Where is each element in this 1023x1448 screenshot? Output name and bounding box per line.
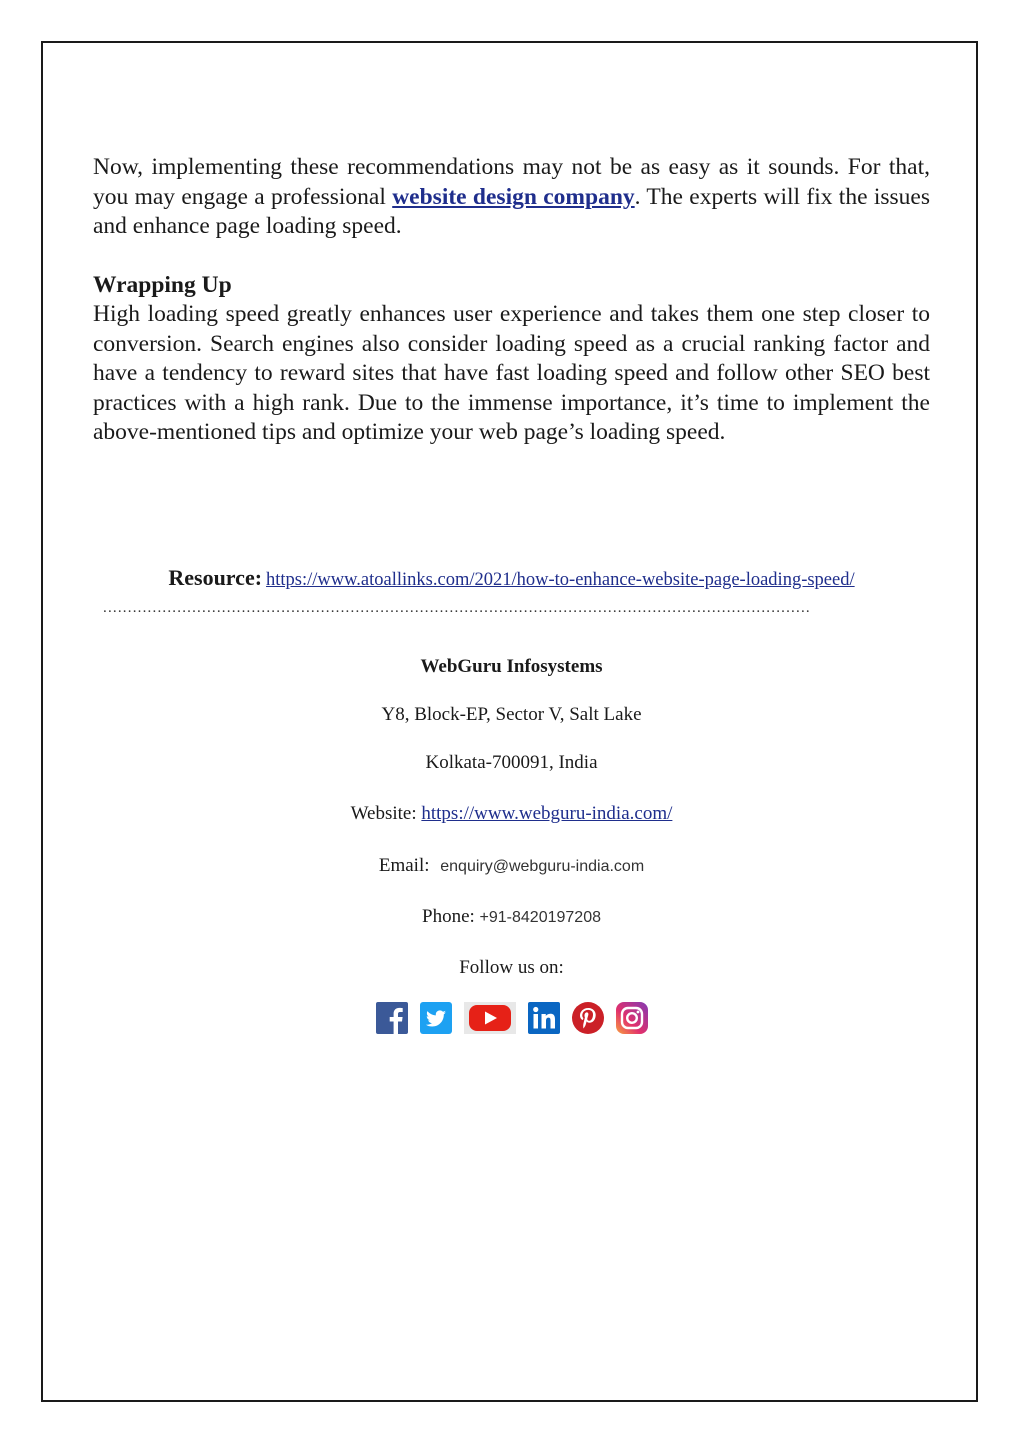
address-line-1: Y8, Block-EP, Sector V, Salt Lake (381, 704, 642, 725)
phone-line (0, 906, 1023, 928)
dotted-separator: ............................................................................................................................................... (103, 600, 811, 616)
website-line (0, 803, 1023, 825)
email-value: enquiry@webguru-india.com (440, 858, 645, 875)
website-design-company-link[interactable]: website design company (392, 183, 635, 210)
pinterest-icon[interactable] (572, 1002, 604, 1034)
wrapping-up-heading: Wrapping Up (93, 272, 232, 298)
follow-us-label: Follow us on: (459, 957, 564, 978)
address-line-2: Kolkata-700091, India (425, 752, 598, 773)
company-name: WebGuru Infosystems (420, 656, 603, 677)
facebook-icon[interactable] (376, 1002, 408, 1034)
intro-paragraph (93, 153, 930, 242)
phone-label: Phone: (422, 906, 475, 927)
website-label: Website: (350, 803, 417, 824)
resource-label: Resource: (168, 565, 263, 590)
intro-text-after: . The experts will fix the issues and enhance page loading speed. (93, 183, 930, 239)
email-label: Email: (378, 855, 430, 876)
wrapping-up-paragraph: High loading speed greatly enhances user experience and takes them one step closer to conversion. Search engines also consider loading speed as a crucial ranking factor and have a tendency to reward sites that have fast loading speed and follow other SEO best practices with a high rank. Due to the immense importance, it’s time to implement the above-mentioned tips and optimize your web page’s loading speed. (93, 301, 930, 445)
resource-line (0, 565, 1023, 591)
instagram-icon[interactable] (616, 1002, 648, 1034)
website-link[interactable]: https://www.webguru-india.com/ (421, 803, 673, 824)
linkedin-icon[interactable] (528, 1002, 560, 1034)
youtube-icon[interactable] (464, 1002, 516, 1034)
resource-link[interactable]: https://www.atoallinks.com/2021/how-to-enhance-website-page-loading-speed/ (266, 570, 855, 590)
phone-value: +91-8420197208 (479, 909, 601, 926)
twitter-icon[interactable] (420, 1002, 452, 1034)
intro-text-before: Now, implementing these recommendations may not be as easy as it sounds. For that, you may engage a professional (93, 154, 930, 210)
social-icons (0, 1002, 1023, 1034)
email-line (0, 855, 1023, 877)
